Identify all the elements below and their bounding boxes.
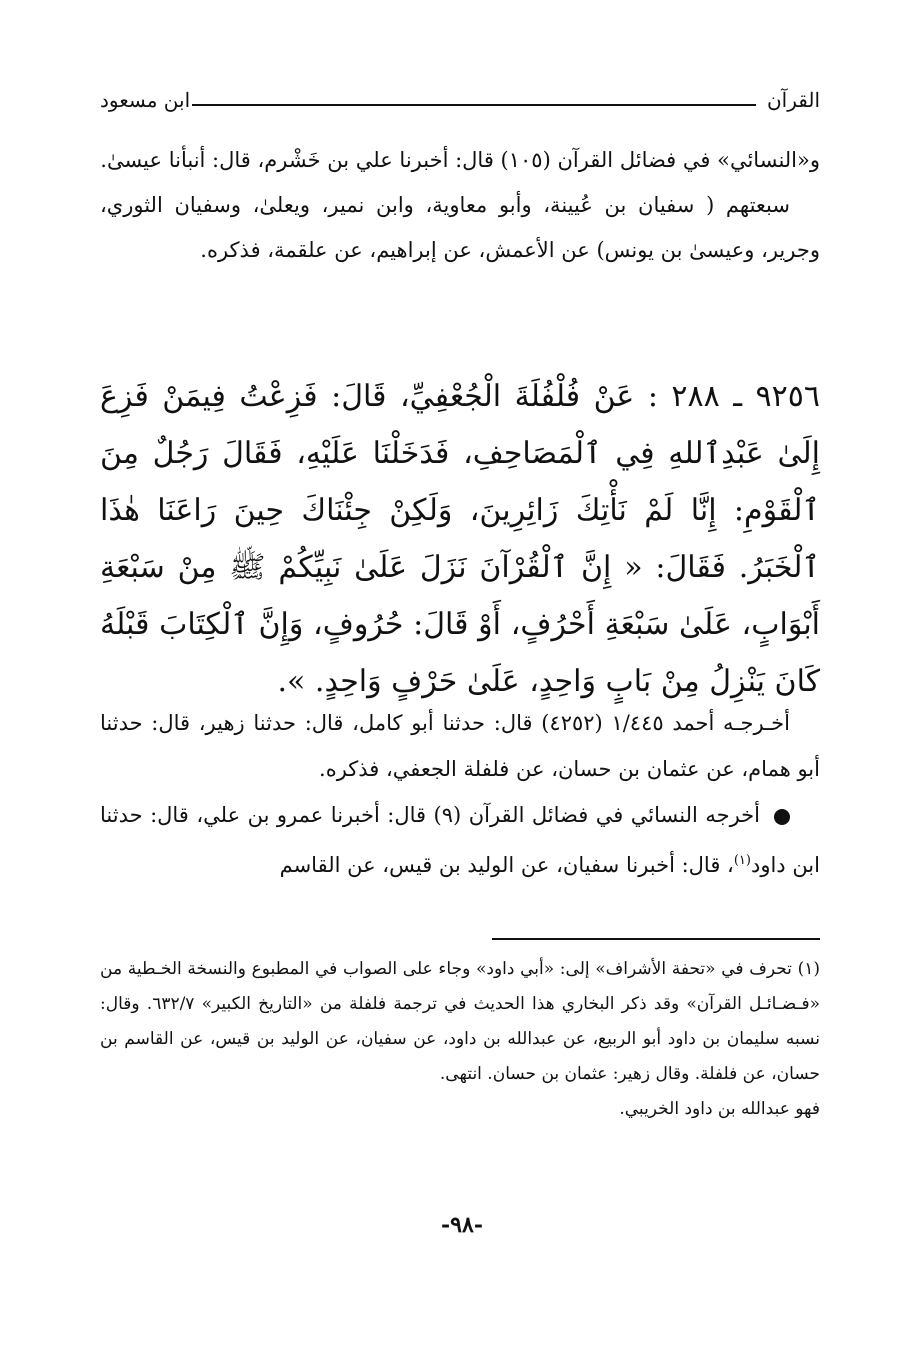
takhrij-block — [100, 700, 820, 888]
takhrij-paragraph-1: أخـرجـه أحمد ١/٤٤٥ (٤٢٥٢) قال: حدثنا أبو كامل، قال: حدثنا زهير، قال: حدثنا أبو همام، عن عثمان بن حسان، عن فلفلة الجعفي، فذكره. — [100, 711, 820, 781]
intro-text — [100, 138, 820, 273]
takhrij-paragraph-2-text: أخرجه النسائي في فضائل القرآن (٩) قال: أخبرنا عمرو بن علي، قال: حدثنا ابن داود — [100, 803, 820, 877]
footnote-ref: (١) — [733, 853, 751, 868]
footnote-divider — [492, 938, 820, 940]
header-rule — [192, 104, 756, 106]
hadith-text: ٩٢٥٦ ـ ٢٨٨ : عَنْ فُلْفُلَةَ الْجُعْفِيِّ، قَالَ: فَزِعْتُ فِيمَنْ فَزِعَ إِلَىٰ عَبْدِٱللهِ فِي ٱلْمَصَاحِفِ، فَدَخَلْنَا عَلَيْهِ، فَقَالَ رَجُلٌ مِنَ ٱلْقَوْمِ: إِنَّا لَمْ نَأْتِكَ زَائِرِينَ، وَلَكِنْ جِئْنَاكَ حِينَ رَاعَنَا هٰذَا ٱلْخَبَرُ. فَقَالَ: « إِنَّ ٱلْقُرْآنَ نَزَلَ عَلَىٰ نَبِيِّكُمْ ﷺ مِنْ سَبْعَةِ أَبْوَابٍ، عَلَىٰ سَبْعَةِ أَحْرُفٍ، أَوْ قَالَ: حُرُوفٍ، وَإِنَّ ٱلْكِتَابَ قَبْلَهُ كَانَ يَنْزِلُ مِنْ بَابٍ وَاحِدٍ، عَلَىٰ حَرْفٍ وَاحِدٍ. ». — [100, 379, 820, 699]
takhrij-paragraph-2 — [100, 792, 820, 888]
intro-paragraph-2: سبعتهم ( سفيان بن عُيينة، وأبو معاوية، وابن نمير، ويعلىٰ، وسفيان الثوري، وجرير، وعيسىٰ بن يونس) عن الأعمش، عن إبراهيم، عن علقمة، فذكره. — [100, 193, 820, 262]
running-header — [100, 88, 820, 118]
takhrij-paragraph-2-end: ، قال: أخبرنا سفيان، عن الوليد بن قيس، عن القاسم — [279, 853, 734, 877]
bullet-icon — [774, 809, 790, 825]
page-number: -٩٨- — [441, 1212, 483, 1238]
footnote-1: (١) تحرف في «تحفة الأشراف» إلى: «أبي داود» وجاء على الصواب في المطبوع والنسخة الخـطية من «فـضـائـل القرآن» وقد ذكر البخاري هذا الحديث في ترجمة فلفلة من «التاريخ الكبير» ٦٣٢/٧. وقال: نسبه سليمان بن داود أبو الربيع، عن عبدالله بن داود، عن سفيان، عن الوليد بن قيس، عن القاسم بن حسان، عن فلفلة. وقال زهير: عثمان بن حسان. انتهى. — [100, 959, 821, 1084]
footnotes — [100, 952, 820, 1127]
intro-paragraph-1: و«النسائي» في فضائل القرآن (١٠٥) قال: أخبرنا علي بن خَشْرم، قال: أنبأنا عيسىٰ. — [100, 148, 820, 172]
header-title: القرآن — [766, 88, 820, 112]
hadith-block — [100, 368, 820, 710]
footnote-1-end: فهو عبدالله بن داود الخريبي. — [619, 1099, 820, 1119]
header-subtitle: ابن مسعود — [100, 88, 191, 112]
